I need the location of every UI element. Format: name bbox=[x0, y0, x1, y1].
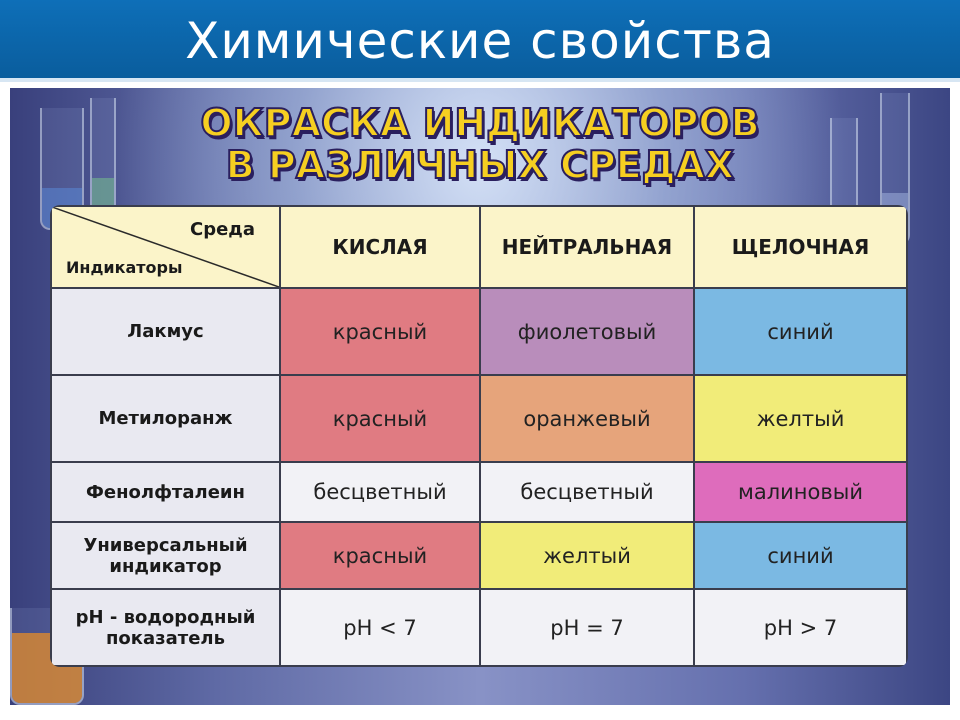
column-header-acid: КИСЛАЯ bbox=[281, 207, 479, 287]
color-cell-alkaline bbox=[695, 289, 906, 374]
color-cell-acid bbox=[281, 463, 479, 521]
poster-title bbox=[10, 102, 950, 186]
indicator-name: Фенолфталеин bbox=[86, 481, 245, 503]
color-cell-alkaline bbox=[695, 463, 906, 521]
indicator-table bbox=[50, 205, 908, 667]
cell-value: красный bbox=[332, 406, 428, 431]
cell-value: малиновый bbox=[738, 480, 863, 504]
cell-value: фиолетовый bbox=[517, 319, 657, 344]
cell-value: pH < 7 bbox=[343, 615, 417, 640]
cell-value: синий bbox=[767, 543, 834, 568]
indicator-name: Универсальный индикатор bbox=[83, 534, 248, 577]
cell-value: красный bbox=[332, 543, 428, 568]
row-header bbox=[52, 376, 279, 461]
row-header bbox=[52, 463, 279, 521]
row-header bbox=[52, 590, 279, 665]
cell-value: синий bbox=[767, 319, 834, 344]
cell-value: pH = 7 bbox=[550, 615, 624, 640]
color-cell-neutral bbox=[481, 289, 693, 374]
column-header-alkaline: ЩЕЛОЧНАЯ bbox=[695, 207, 906, 287]
cell-value: желтый bbox=[543, 543, 631, 568]
indicator-name: Метилоранж bbox=[98, 408, 233, 429]
color-cell-acid bbox=[281, 376, 479, 461]
slide-title: Химические свойства bbox=[185, 12, 775, 70]
color-cell-neutral bbox=[481, 463, 693, 521]
cell-value: pH > 7 bbox=[763, 615, 838, 640]
color-cell-acid bbox=[281, 523, 479, 588]
column-header-neutral: НЕЙТРАЛЬНАЯ bbox=[481, 207, 693, 287]
cell-value: бесцветный bbox=[520, 480, 654, 504]
color-cell-acid bbox=[281, 590, 479, 665]
poster-title-line2: В РАЗЛИЧНЫХ СРЕДАХ bbox=[225, 143, 735, 187]
color-cell-neutral bbox=[481, 376, 693, 461]
cell-value: желтый bbox=[756, 406, 845, 431]
table-corner-cell bbox=[52, 207, 279, 287]
color-cell-acid bbox=[281, 289, 479, 374]
color-cell-alkaline bbox=[695, 523, 906, 588]
color-cell-neutral bbox=[481, 523, 693, 588]
poster-title-line1: ОКРАСКА ИНДИКАТОРОВ bbox=[200, 101, 760, 145]
slide-header bbox=[0, 0, 960, 82]
indicator-poster bbox=[10, 88, 950, 705]
row-header bbox=[52, 289, 279, 374]
row-header bbox=[52, 523, 279, 588]
color-cell-alkaline bbox=[695, 376, 906, 461]
indicator-name: Лакмус bbox=[127, 321, 204, 342]
environment-label: Среда bbox=[190, 219, 255, 240]
cell-value: оранжевый bbox=[523, 406, 651, 431]
color-cell-alkaline bbox=[695, 590, 906, 665]
indicators-label: Индикаторы bbox=[66, 258, 183, 277]
color-cell-neutral bbox=[481, 590, 693, 665]
cell-value: красный bbox=[332, 319, 428, 344]
cell-value: бесцветный bbox=[313, 480, 447, 504]
indicator-name: pH - водородный показатель bbox=[75, 606, 256, 649]
